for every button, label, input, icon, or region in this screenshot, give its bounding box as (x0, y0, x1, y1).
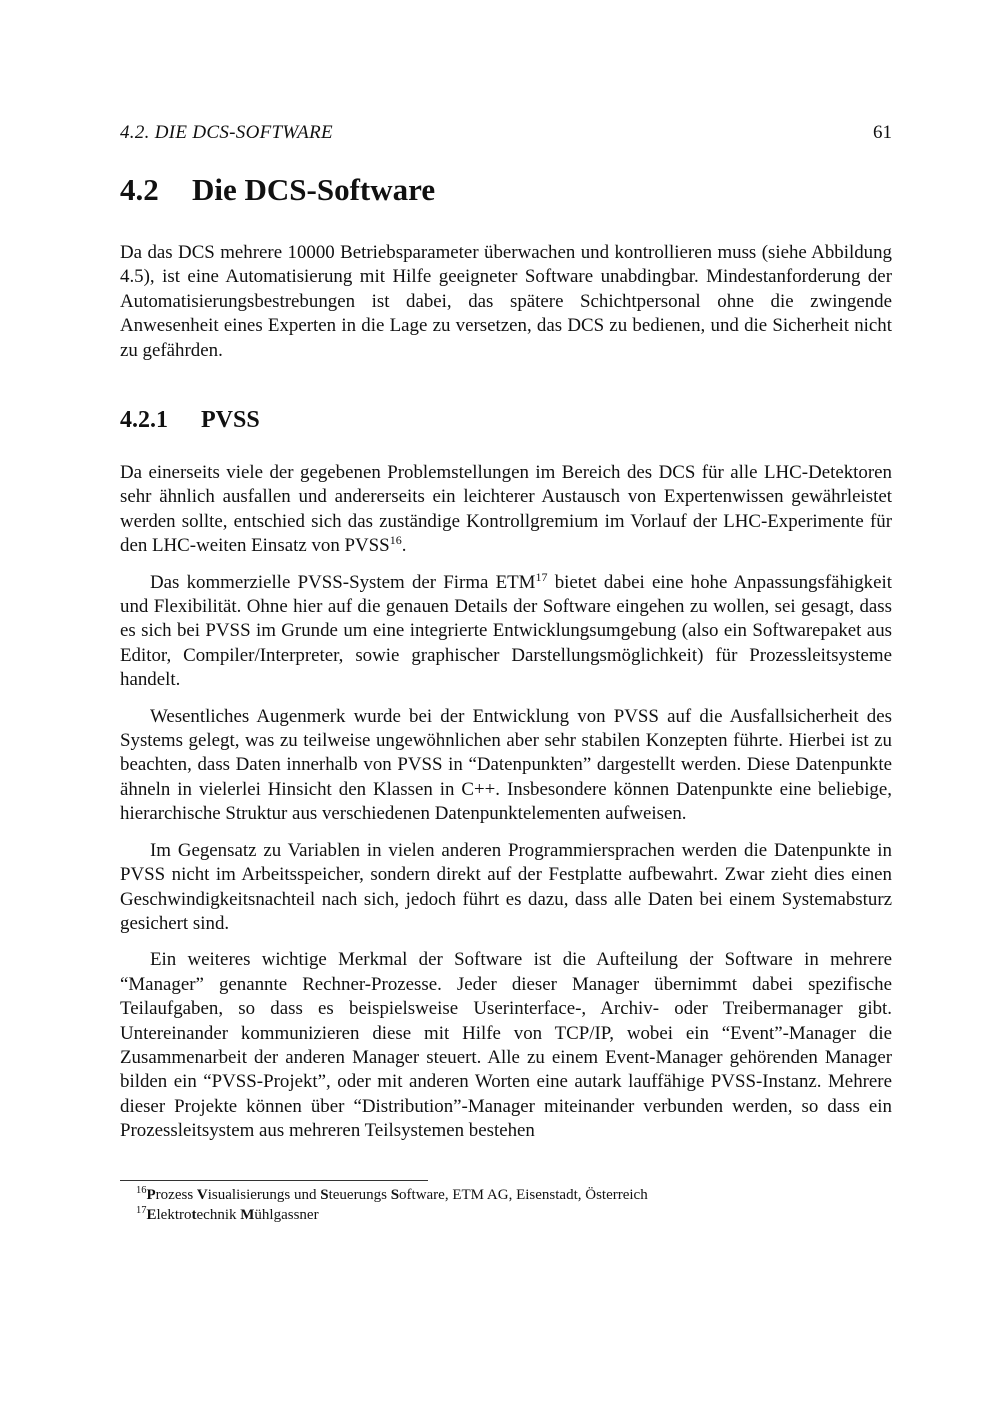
section-title: Die DCS-Software (192, 172, 436, 207)
footnote-acronym-letter: S (320, 1187, 329, 1203)
paragraph-1-text: Da einerseits viele der gegebenen Problemstellungen im Bereich des DCS für alle LHC-Detektoren sehr ähnlich ausfallen und andererseits ein leichterer Austausch von Expertenwissen gewährleistet werden sollte, entschied sich das zuständige Kontrollgremium im Vorlauf der LHC-Experimente für den LHC-weiten Einsatz von PVSS (120, 462, 892, 557)
document-page (120, 0, 892, 1414)
paragraph-1-tail: . (401, 535, 407, 557)
subsection-number: 4.2.1 (120, 407, 168, 433)
subsection-heading (120, 407, 260, 434)
footnotes (136, 1185, 892, 1225)
paragraph-4: Im Gegensatz zu Variablen in vielen anderen Programmiersprachen werden die Datenpunkte in PVSS nicht im Arbeitsspeicher, sondern direkt auf der Festplatte aufbewahrt. Zwar zieht dies einen Geschwindigkeitsnachteil nach sich, jedoch führt es dazu, dass alle Daten bei einem Systemabsturz gesichert sind. (120, 839, 892, 934)
footnote-text: echnik (196, 1207, 241, 1223)
footnote-ref-17[interactable]: 17 (535, 569, 548, 584)
footnote-17 (136, 1205, 892, 1225)
paragraph-5: Ein weiteres wichtige Merkmal der Software ist die Aufteilung der Software in mehrere “Manager” genannte Rechner-Prozesse. Jeder dieser Manager übernimmt dabei spezifische Teilaufgaben, so dass es beispielsweise Userinterface-, Archiv- oder Treibermanager gibt. Untereinander kommunizieren diese mit Hilfe von TCP/IP, wobei ein “Event”-Manager die Zusammenarbeit der anderen Manager steuert. Alle zu einem Event-Manager gehörenden Manager bilden ein “PVSS-Projekt”, oder mit anderen Worten eine autark lauffähige PVSS-Instanz. Mehrere dieser Projekte können über “Distribution”-Manager miteinander verbunden werden, so dass ein Prozessleitsystem aus mehreren Teilsystemen bestehen (120, 949, 892, 1142)
footnote-16 (136, 1185, 892, 1205)
footnote-text: lektro (156, 1207, 192, 1223)
footnote-divider (120, 1180, 428, 1181)
running-header (120, 122, 892, 146)
section-number: 4.2 (120, 172, 159, 207)
page-number: 61 (873, 122, 892, 143)
footnote-acronym-letter: V (196, 1187, 208, 1203)
footnote-acronym-letter: t (191, 1207, 197, 1223)
footnote-mark: 16 (136, 1185, 147, 1196)
paragraph-2 (120, 571, 892, 693)
paragraph-3: Wesentliches Augenmerk wurde bei der Entwicklung von PVSS auf die Ausfallsicherheit des Systems gelegt, was zu teilweise ungewöhnlichen aber sehr stabilen Konzepten führte. Hierbei ist zu beachten, dass Daten innerhalb von PVSS in “Datenpunkten” dargestellt werden. Diese Datenpunkte ähneln in vielerlei Hinsicht den Klassen in C++. Insbesondere können Datenpunkte eine beliebige, hierarchische Struktur aus verschiedenen Datenpunktelementen aufweisen. (120, 705, 892, 825)
footnote-acronym-letter: S (390, 1187, 400, 1203)
footnote-acronym-letter: P (146, 1187, 156, 1203)
footnote-acronym-letter: M (240, 1207, 255, 1223)
paragraph-2-text-before: Das kommerzielle PVSS-System der Firma ETM (150, 571, 536, 593)
footnote-text: teuerungs (328, 1187, 391, 1203)
footnote-text: isualisierungs und (207, 1187, 321, 1203)
running-header-title: 4.2. DIE DCS-SOFTWARE (120, 122, 333, 143)
section-heading (120, 172, 435, 208)
footnote-acronym-letter: E (146, 1207, 157, 1223)
footnote-mark: 17 (136, 1205, 147, 1216)
intro-paragraph: Da das DCS mehrere 10000 Betriebsparameter überwachen und kontrollieren muss (siehe Abbildung 4.5), ist eine Automatisierung mit Hilfe geeigneter Software unabdingbar. Mindestanforderung der Automatisierungsbestrebungen ist dabei, das spätere Schichtpersonal ohne die zwingende Anwesenheit eines Experten in die Lage zu versetzen, das DCS zu bedienen, und die Sicherheit nicht zu gefährden. (120, 242, 892, 361)
footnote-text: ühlgassner (254, 1207, 319, 1223)
subsection-title: PVSS (201, 407, 260, 433)
paragraph-1 (120, 461, 892, 559)
footnote-text: rozess (155, 1187, 197, 1203)
intro-block (120, 241, 892, 375)
footnote-ref-16[interactable]: 16 (389, 533, 402, 548)
paragraph-2-text-after: bietet dabei eine hohe Anpassungsfähigkeit und Flexibilität. Ohne hier auf die genauen Details der Software eingehen zu wollen, sei gesagt, dass es sich bei PVSS im Grunde um eine integrierte Entwicklungsumgebung (also ein Softwarepaket aus Editor, Compiler/Interpreter, sowie graphischer Darstellungsmöglichkeit) für Prozessleitsysteme handelt. (120, 571, 892, 691)
subsection-body (120, 461, 892, 1156)
footnote-text: oftware, ETM AG, Eisenstadt, Österreich (399, 1187, 648, 1203)
